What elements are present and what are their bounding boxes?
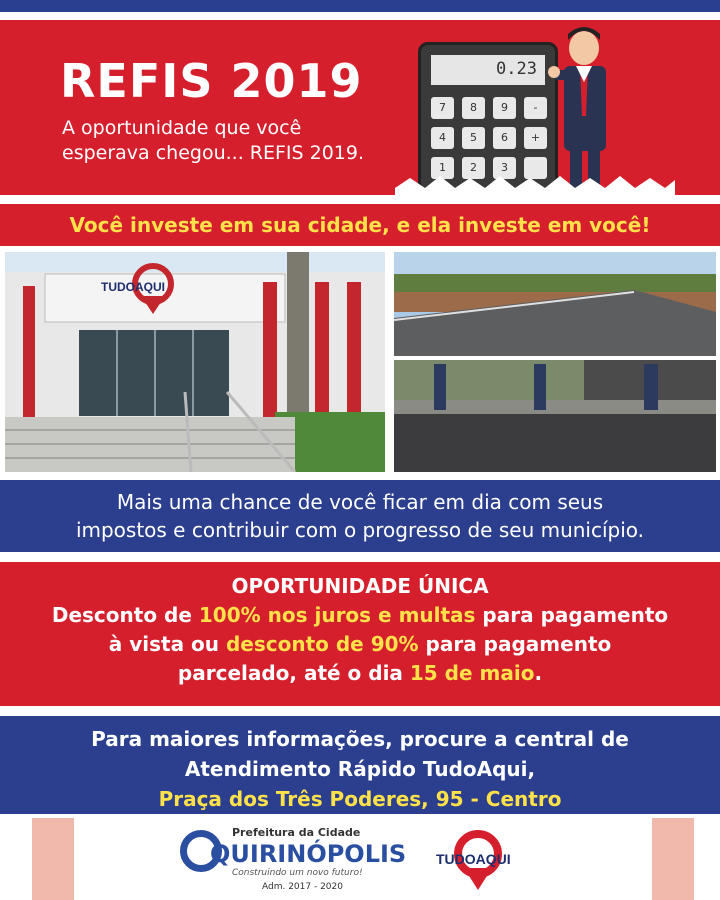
paper-receipt-edge [395, 170, 675, 195]
offer-highlight: 15 de maio [409, 661, 535, 685]
calc-key: 3 [493, 157, 516, 179]
offer-text: para pagamento [475, 603, 669, 627]
offer-text: Desconto de [51, 603, 199, 627]
building-logo-text: TUDOAQUI [101, 280, 165, 294]
chance-line2: impostos e contribuir com o progresso de seu município. [75, 518, 645, 542]
calc-key: + [524, 127, 547, 149]
administration-years: Adm. 2017 - 2020 [262, 882, 343, 892]
city-name: QUIRINÓPOLIS [210, 840, 407, 868]
offer-text: . [534, 661, 543, 685]
decorative-leg-right [652, 818, 694, 900]
calc-key: 1 [431, 157, 454, 179]
calc-key: 7 [431, 97, 454, 119]
building-illustration [5, 252, 385, 472]
calc-key: 5 [462, 127, 485, 149]
chance-line1: Mais uma chance de você ficar em dia com seus [116, 490, 604, 514]
top-stripe [0, 0, 720, 12]
calc-key: 6 [493, 127, 516, 149]
photo-paved-road [394, 252, 716, 356]
photo-asphalt-workers [394, 360, 716, 472]
chance-band [0, 480, 720, 552]
offer-text: para pagamento [418, 632, 612, 656]
slogan-bar: Você investe em sua cidade, e ela investe em você! [0, 204, 720, 246]
offer-line3 [0, 659, 720, 688]
tudoaqui-logo [432, 828, 532, 896]
offer-text: parcelado, até o dia [177, 661, 410, 685]
info-address: Praça dos Três Poderes, 95 - Centro [158, 787, 562, 811]
hero-subtitle-line2: esperava chegou... REFIS 2019. [62, 142, 365, 164]
offer-highlight: 100% nos juros e multas [198, 603, 476, 627]
road-illustration [394, 252, 716, 356]
paving-illustration [394, 360, 716, 472]
offer-text: à vista ou [108, 632, 226, 656]
photo-tudoaqui-building [5, 252, 385, 472]
hero-title: REFIS 2019 [60, 54, 363, 108]
city-slogan: Construindo um novo futuro! [232, 868, 363, 878]
hero-subtitle [62, 116, 422, 166]
prefeitura-label: Prefeitura da Cidade [232, 826, 361, 839]
decorative-leg-left [32, 818, 74, 900]
tudoaqui-logo-text: TUDOAQUI [436, 851, 511, 867]
hero-banner [0, 20, 720, 195]
calc-key: - [524, 97, 547, 119]
info-band [0, 716, 720, 814]
calc-key: 8 [462, 97, 485, 119]
offer-line2 [0, 630, 720, 659]
calculator-display: 0.23 [431, 55, 545, 85]
offer-band [0, 562, 720, 706]
offer-heading: OPORTUNIDADE ÚNICA [231, 574, 489, 598]
offer-highlight: desconto de 90% [225, 632, 419, 656]
calc-key: 4 [431, 127, 454, 149]
calc-key: 2 [462, 157, 485, 179]
calculator-keys [431, 97, 549, 179]
offer-line1 [0, 601, 720, 630]
calc-key: 9 [493, 97, 516, 119]
info-line2: Atendimento Rápido TudoAqui, [184, 757, 536, 781]
hero-subtitle-line1: A oportunidade que você [62, 117, 302, 139]
info-line1: Para maiores informações, procure a central de [91, 727, 629, 751]
